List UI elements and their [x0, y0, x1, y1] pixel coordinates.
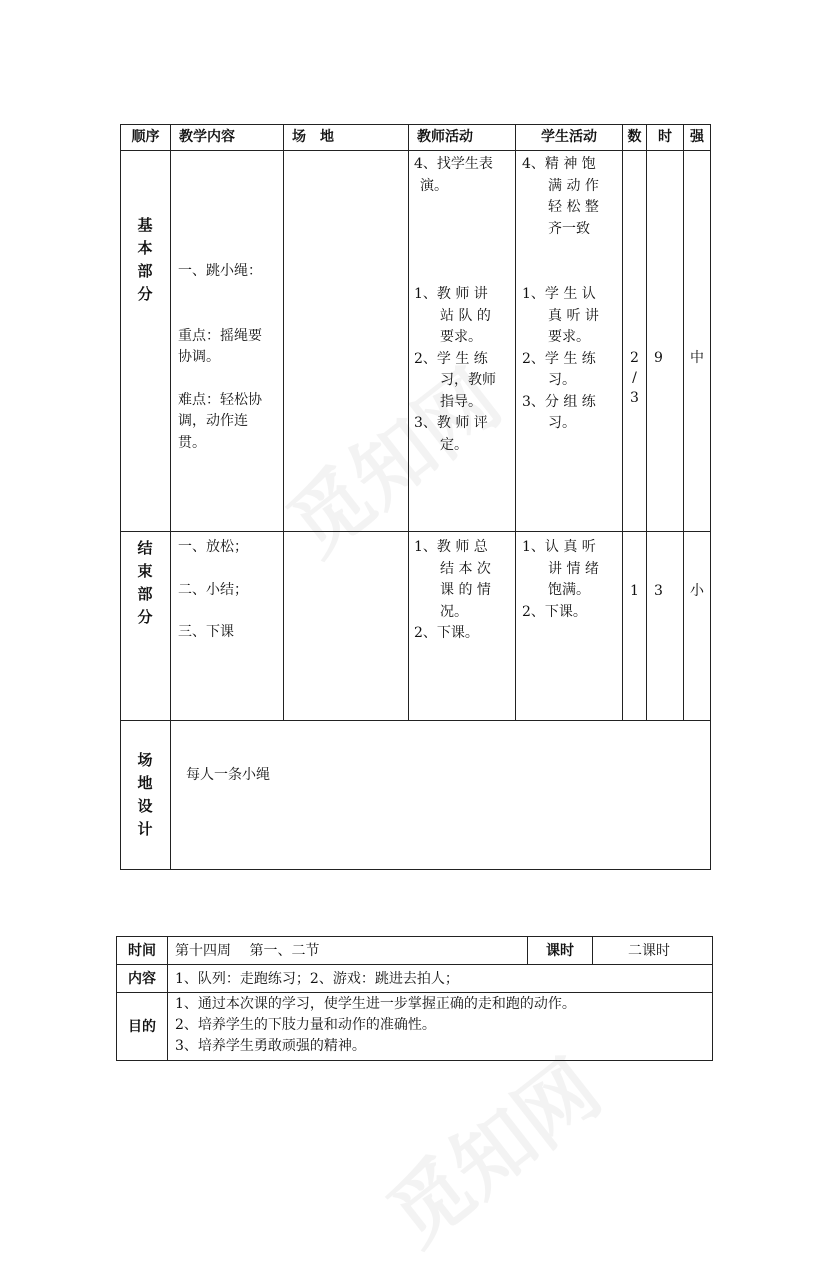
header-intensity: 强 — [690, 129, 704, 145]
section-ending-label: 结 束 部 分 — [137, 539, 153, 626]
goal-list — [175, 994, 576, 1057]
goal-item: 3、培养学生勇敢顽强的精神。 — [175, 1038, 366, 1054]
basic-time: 9 — [654, 350, 663, 366]
period-value: 二课时 — [628, 943, 670, 959]
header-student-activity: 学生活动 — [541, 129, 597, 145]
item-jump-rope: 一、跳小绳： — [178, 263, 262, 279]
header-teacher-activity: 教师活动 — [417, 129, 473, 145]
basic-intensity: 中 — [690, 350, 704, 366]
basic-student-spirit: 4、精 神 饱 满 动 作 轻 松 整 齐一致 — [522, 156, 599, 237]
ending-teacher-activities: 1、教 师 总 结 本 次 课 的 情 况。 2、下课。 — [414, 539, 491, 641]
basic-student-activities: 1、学 生 认 真 听 讲 要求。 2、学 生 练 习。 3、分 组 练 习。 — [522, 286, 599, 431]
ending-content: 一、放松； 二、小结； 三、下课 — [178, 539, 248, 640]
period-label: 课时 — [546, 943, 574, 959]
time-label: 时间 — [128, 943, 156, 959]
ending-time: 3 — [654, 583, 663, 599]
goal-item: 2、培养学生的下肢力量和动作的准确性。 — [175, 1017, 436, 1033]
header-count: 数 — [627, 129, 642, 145]
ending-student-activities: 1、认 真 听 讲 情 绪 饱满。 2、下课。 — [522, 539, 599, 620]
venue-design-text: 每人一条小绳 — [186, 767, 270, 783]
time-value: 第十四周 第一、二节 — [175, 943, 320, 959]
content-label: 内容 — [128, 971, 156, 987]
goal-label: 目的 — [128, 1019, 156, 1035]
header-time: 时 — [658, 129, 672, 145]
content-value: 1、队列：走跑练习；2、游戏：跳进去拍人； — [175, 971, 459, 987]
basic-teacher-activities: 1、教 师 讲 站 队 的 要求。 2、学 生 练 习，教师 指导。 3、教 师 评 定。 — [414, 286, 496, 453]
goal-item: 1、通过本次课的学习，使学生进一步掌握正确的走和跑的动作。 — [175, 996, 576, 1012]
header-order: 顺序 — [131, 129, 160, 145]
watermark-bottom — [360, 1028, 620, 1266]
ending-intensity: 小 — [690, 583, 704, 599]
venue-design-label: 场 地 设 计 — [137, 751, 153, 838]
header-venue: 场 地 — [292, 129, 334, 145]
basic-content: 一、跳小绳： 重点：摇绳要 协调。 难点：轻松协 调，动作连 贯。 — [178, 261, 278, 454]
basic-count: 2 / 3 — [630, 350, 639, 406]
header-content: 教学内容 — [179, 129, 235, 145]
ending-count: 1 — [630, 583, 639, 599]
section-basic-label: 基 本 部 分 — [137, 216, 153, 303]
basic-teacher-demo: 4、找学生表 演。 — [414, 156, 493, 194]
